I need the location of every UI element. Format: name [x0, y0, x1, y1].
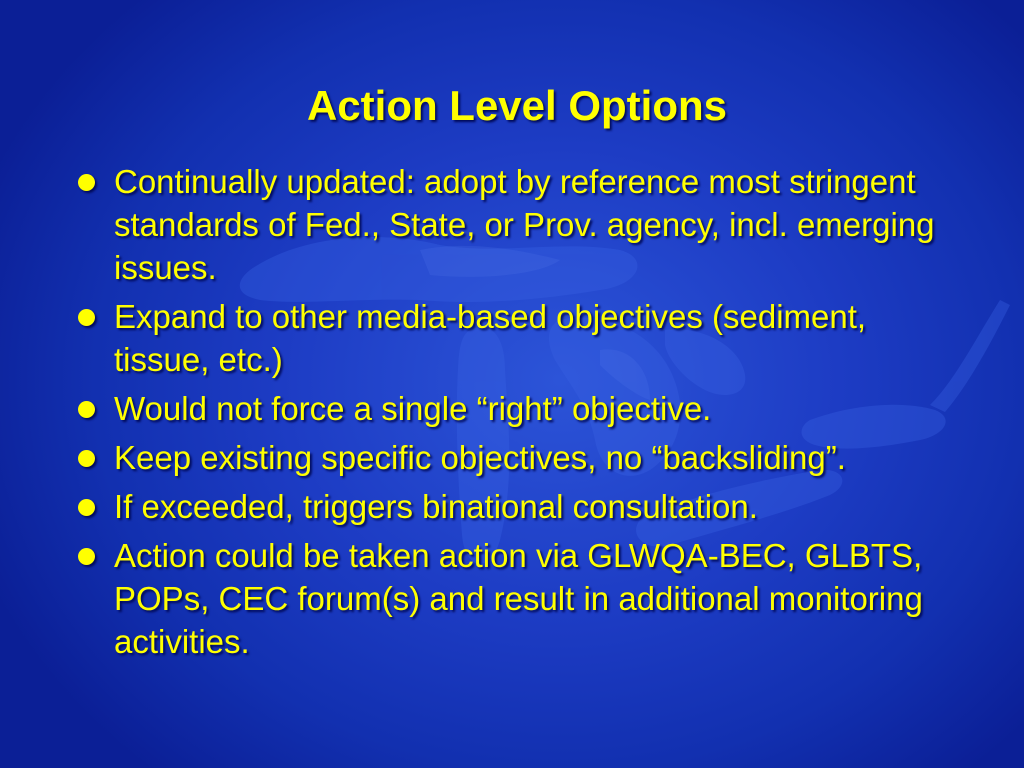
bullet-dot-icon	[78, 309, 95, 326]
bullet-dot-icon	[78, 548, 95, 565]
bullet-text: Action could be taken action via GLWQA-BEC, GLBTS, POPs, CEC forum(s) and result in additional monitoring activities.	[114, 537, 923, 660]
bullet-item	[78, 160, 958, 289]
bullet-dot-icon	[78, 401, 95, 418]
bullet-dot-icon	[78, 174, 95, 191]
bullet-item	[78, 387, 958, 430]
bullet-item	[78, 295, 958, 381]
bullet-dot-icon	[78, 450, 95, 467]
bullet-text: Keep existing specific objectives, no “backsliding”.	[114, 439, 846, 476]
bullet-dot-icon	[78, 499, 95, 516]
bullet-item	[78, 436, 958, 479]
bullet-item	[78, 485, 958, 528]
slide-title: Action Level Options	[306, 82, 728, 129]
bullet-text: Continually updated: adopt by reference most stringent standards of Fed., State, or Prov. agency, incl. emerging issues.	[114, 163, 935, 286]
bullet-text: Expand to other media-based objectives (sediment, tissue, etc.)	[114, 298, 867, 378]
bullet-item	[78, 534, 958, 663]
bullet-list	[78, 160, 958, 669]
bullet-text: If exceeded, triggers binational consultation.	[114, 488, 758, 525]
bullet-text: Would not force a single “right” objective.	[114, 390, 712, 427]
